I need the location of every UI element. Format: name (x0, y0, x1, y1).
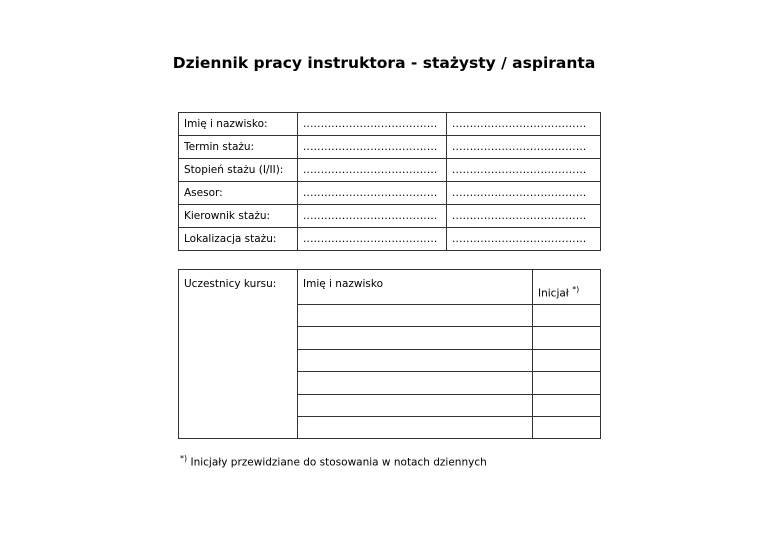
fill-in-field[interactable]: ...................................... (298, 205, 447, 228)
table-row (179, 205, 601, 228)
fill-in-field[interactable]: ...................................... (298, 182, 447, 205)
participant-name-cell[interactable] (298, 416, 533, 438)
table-row (179, 136, 601, 159)
fill-in-field[interactable]: ...................................... (447, 136, 601, 159)
participants-table (178, 269, 601, 439)
participant-initials-cell[interactable] (533, 394, 601, 416)
table-row (179, 182, 601, 205)
table-row (179, 159, 601, 182)
footnote-text: Inicjały przewidziane do stosowania w notach dziennych (190, 456, 487, 469)
participant-initials-cell[interactable] (533, 349, 601, 371)
participants-label: Uczestnicy kursu: (179, 270, 298, 439)
table-row (179, 228, 601, 251)
fill-in-field[interactable]: ...................................... (298, 136, 447, 159)
initials-column-header (533, 270, 601, 305)
row-label: Termin stażu: (179, 136, 298, 159)
row-label: Asesor: (179, 182, 298, 205)
fill-in-field[interactable]: ...................................... (298, 228, 447, 251)
table-row (179, 113, 601, 136)
footnote (180, 454, 487, 469)
participant-name-cell[interactable] (298, 394, 533, 416)
fill-in-field[interactable]: ...................................... (298, 159, 447, 182)
row-label: Kierownik stażu: (179, 205, 298, 228)
participant-initials-cell[interactable] (533, 327, 601, 349)
participant-name-cell[interactable] (298, 349, 533, 371)
footnote-marker: *) (180, 454, 188, 463)
fill-in-field[interactable]: ...................................... (298, 113, 447, 136)
participant-name-cell[interactable] (298, 305, 533, 327)
name-column-header: Imię i nazwisko (298, 270, 533, 305)
initials-header-label: Inicjał (538, 287, 569, 299)
participant-initials-cell[interactable] (533, 372, 601, 394)
participant-name-cell[interactable] (298, 372, 533, 394)
participant-initials-cell[interactable] (533, 305, 601, 327)
row-label: Imię i nazwisko: (179, 113, 298, 136)
fill-in-field[interactable]: ...................................... (447, 228, 601, 251)
row-label: Lokalizacja stażu: (179, 228, 298, 251)
participant-name-cell[interactable] (298, 327, 533, 349)
document-title: Dziennik pracy instruktora - stażysty / aspiranta (172, 54, 596, 72)
table-row (179, 270, 601, 305)
fill-in-field[interactable]: ...................................... (447, 182, 601, 205)
intern-info-table (178, 112, 601, 251)
fill-in-field[interactable]: ...................................... (447, 159, 601, 182)
row-label: Stopień stażu (I/II): (179, 159, 298, 182)
participant-initials-cell[interactable] (533, 416, 601, 438)
fill-in-field[interactable]: ...................................... (447, 113, 601, 136)
footnote-marker: *) (572, 284, 580, 294)
fill-in-field[interactable]: ...................................... (447, 205, 601, 228)
